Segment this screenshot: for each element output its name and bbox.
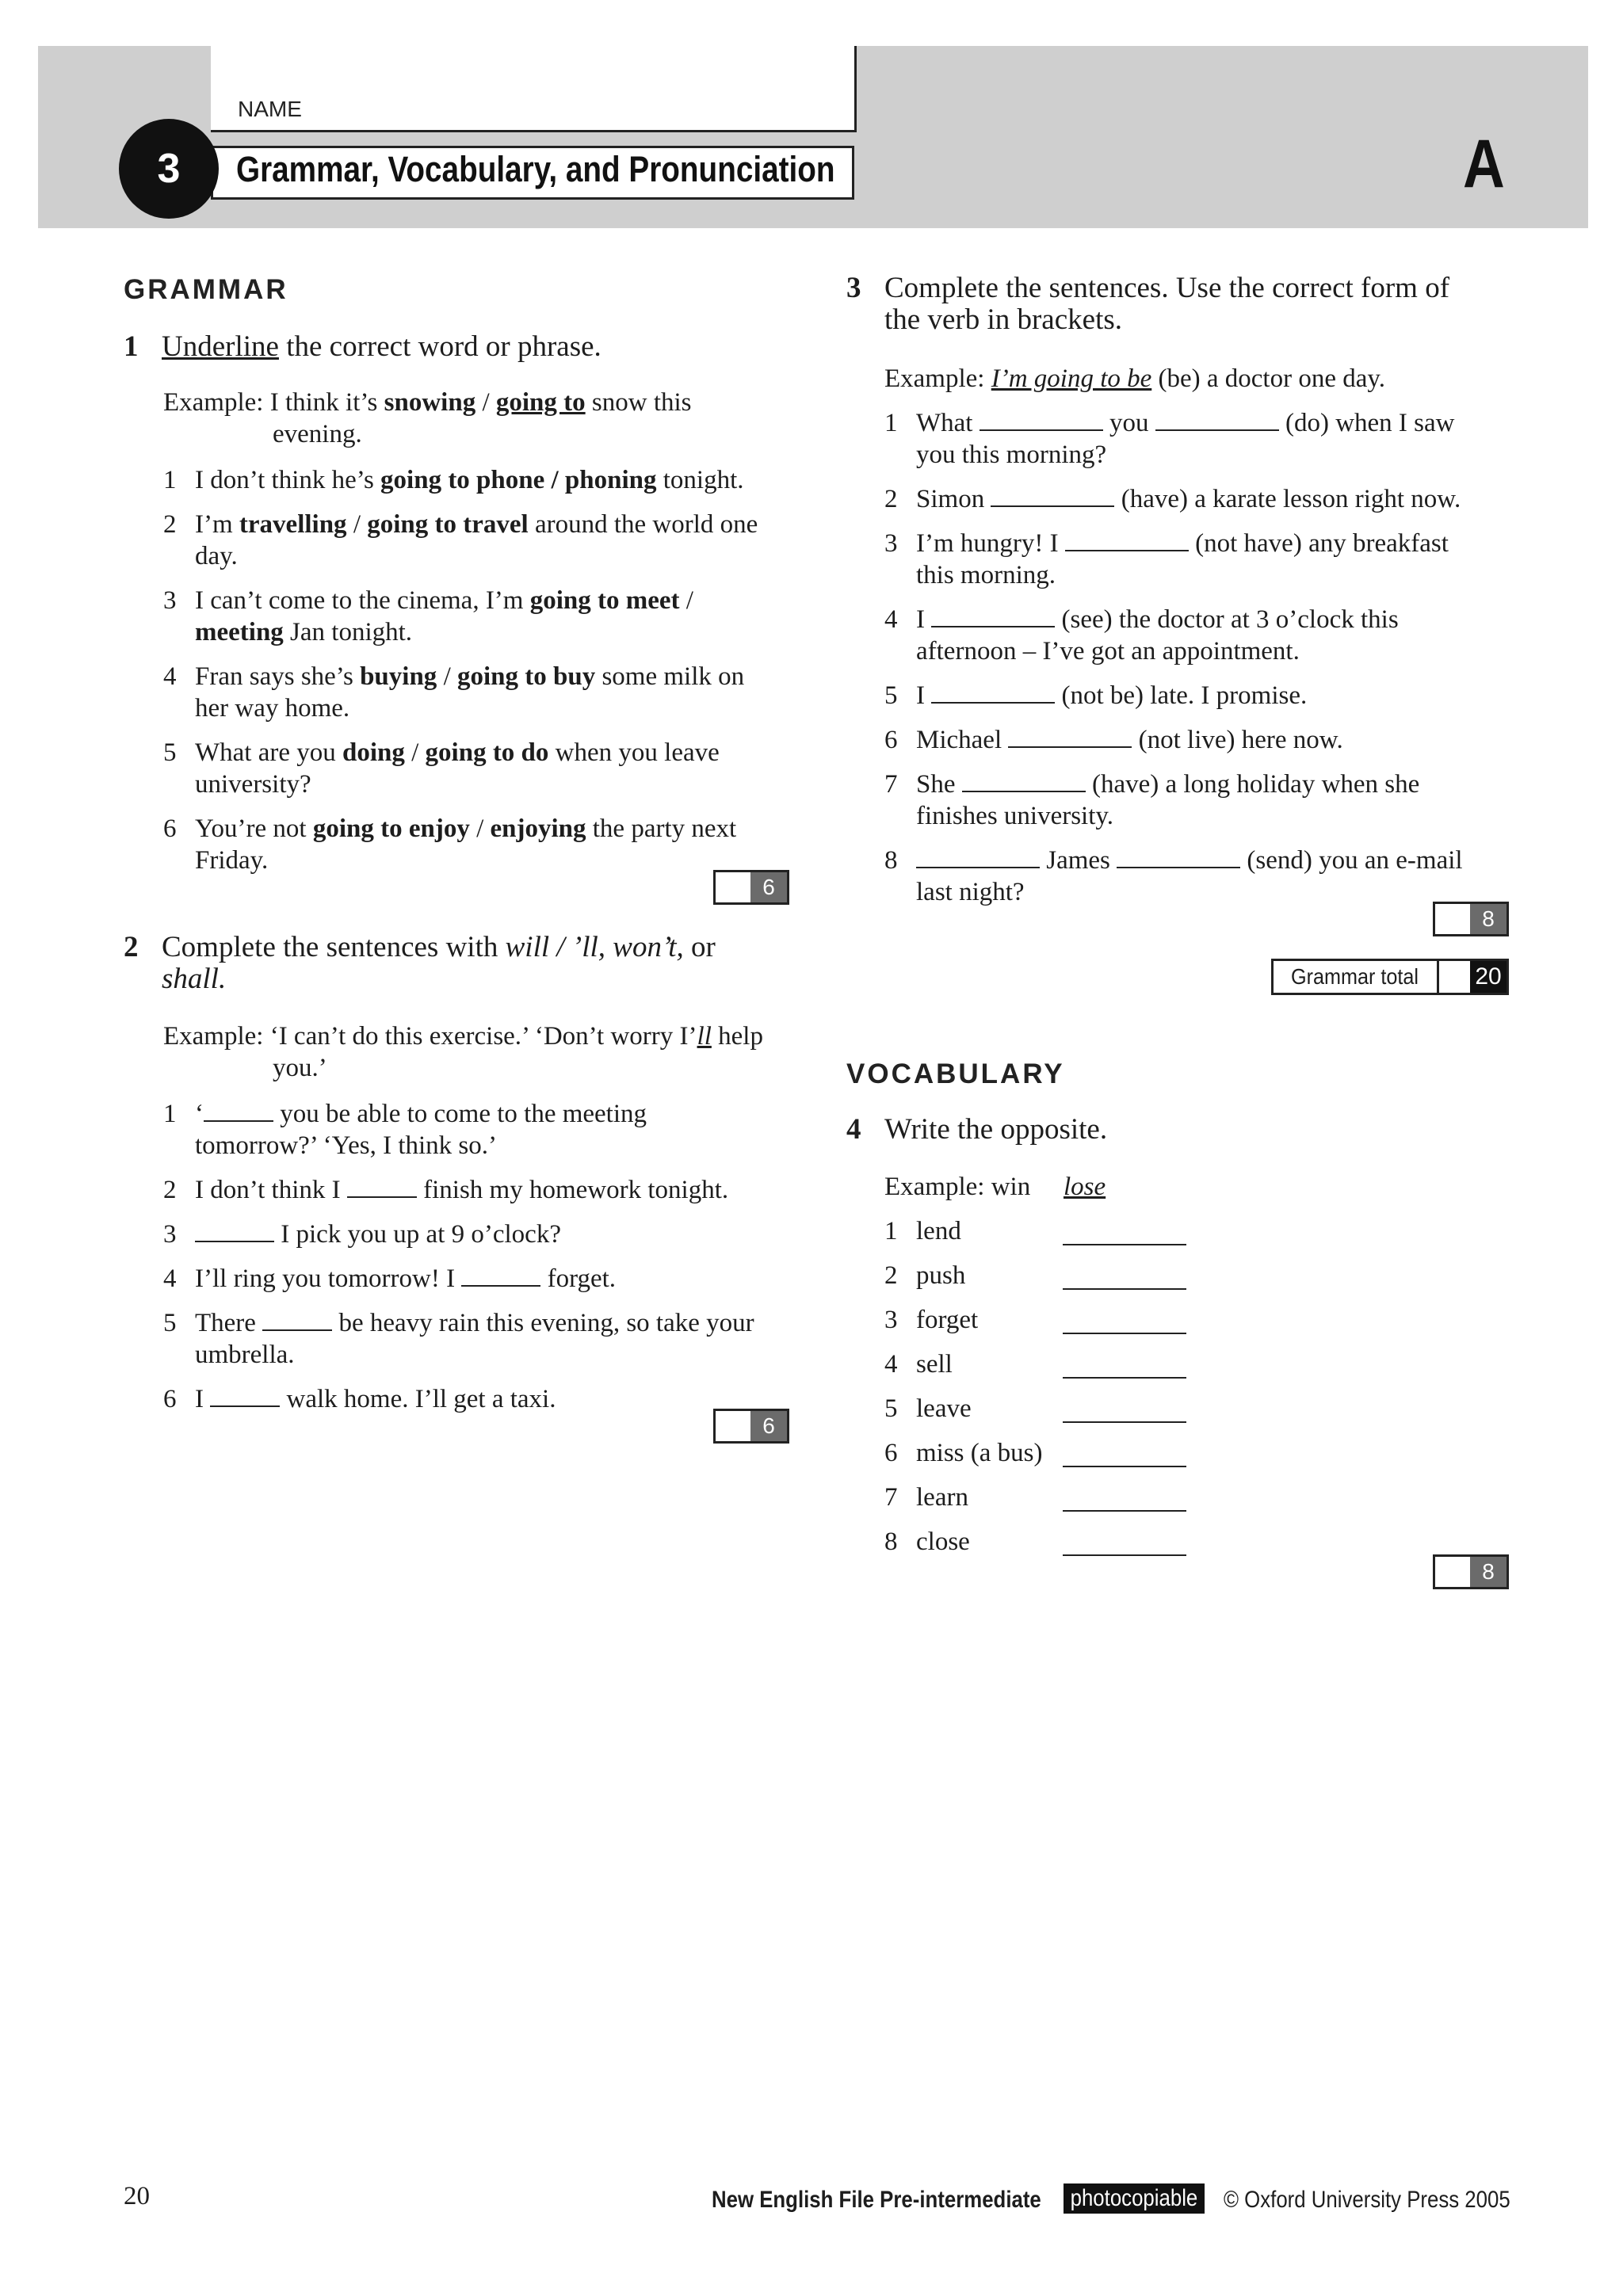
- item-number: 4: [884, 1350, 898, 1379]
- item-text: when you leave: [548, 738, 720, 767]
- grammar-total-box: [1271, 959, 1509, 995]
- answer-blank[interactable]: [204, 1098, 273, 1122]
- question-1-example: [163, 387, 692, 418]
- item-text: (not live) here now.: [1132, 726, 1343, 754]
- item-line: [916, 407, 1455, 439]
- item-text: (not be) late. I promise.: [1055, 681, 1308, 710]
- answer-blank[interactable]: [1063, 1244, 1186, 1245]
- item-line: [195, 616, 412, 648]
- item-line: [916, 559, 1056, 591]
- page-title: Grammar, Vocabulary, and Pronunciation: [236, 149, 835, 189]
- photocopiable-badge: photocopiable: [1064, 2183, 1205, 2214]
- answer-blank[interactable]: [1063, 1510, 1186, 1512]
- item-text: you be able to come to the meeting: [273, 1100, 647, 1128]
- item-line: [195, 845, 268, 876]
- answer-blank[interactable]: [1155, 407, 1279, 431]
- item-text: I’m hungry! I: [916, 529, 1065, 558]
- instruction-italic: shall.: [162, 963, 227, 995]
- divider: [1437, 961, 1439, 993]
- item-line: [916, 876, 1025, 908]
- item-number: 6: [884, 1439, 898, 1467]
- item-line: [916, 439, 1106, 471]
- vocabulary-word: forget: [916, 1306, 979, 1334]
- item-text: around the world one: [528, 510, 758, 539]
- item-text: /: [469, 814, 491, 843]
- option-text: going to do: [425, 738, 549, 767]
- item-text: James: [1040, 846, 1117, 875]
- item-number: 8: [884, 846, 898, 875]
- copyright: © Oxford University Press 2005: [1224, 2187, 1510, 2213]
- example-text: (be) a doctor one day.: [1151, 364, 1385, 393]
- name-label: NAME: [238, 97, 302, 121]
- instruction-text: Complete the sentences with: [162, 931, 506, 963]
- item-line: [916, 483, 1461, 515]
- item-text: afternoon – I’ve got an appointment.: [916, 637, 1300, 666]
- vocabulary-heading: VOCABULARY: [846, 1058, 1065, 1089]
- question-2-instruction: [162, 932, 716, 963]
- item-text: Fran says she’s: [195, 662, 361, 691]
- option-text: meeting: [195, 618, 284, 646]
- answer-blank[interactable]: [1065, 528, 1189, 551]
- example-text: Example: I think it’s: [163, 388, 384, 417]
- item-text: you: [1102, 409, 1155, 437]
- item-number: 3: [884, 529, 898, 558]
- item-line: [195, 1130, 497, 1161]
- grammar-total-score: 20: [1470, 961, 1507, 993]
- instruction-text: the correct word or phrase.: [278, 330, 601, 363]
- item-line: [195, 509, 758, 540]
- item-line: [916, 604, 1399, 635]
- question-4-example: [884, 1171, 1106, 1203]
- question-3-score-box: [1433, 902, 1509, 936]
- option-text: enjoying: [490, 814, 586, 843]
- score-value: 6: [750, 872, 787, 902]
- unit-number-badge: 3: [119, 119, 219, 219]
- item-text: You’re not: [195, 814, 313, 843]
- item-line: [195, 1219, 561, 1250]
- item-number: 5: [163, 1309, 177, 1337]
- example-separator: /: [475, 388, 496, 417]
- item-number: 1: [884, 409, 898, 437]
- grammar-heading: GRAMMAR: [124, 274, 288, 305]
- item-text: What: [916, 409, 980, 437]
- item-line: [195, 769, 311, 800]
- item-number: 4: [163, 662, 177, 691]
- item-number: 4: [163, 1264, 177, 1293]
- answer-blank[interactable]: [1063, 1288, 1186, 1290]
- item-line: [195, 813, 736, 845]
- item-number: 7: [884, 770, 898, 799]
- instruction-text: Write the opposite.: [884, 1113, 1108, 1146]
- answer-blank[interactable]: [931, 680, 1055, 704]
- question-2-example-line2: you.’: [273, 1054, 327, 1082]
- item-text: finishes university.: [916, 802, 1113, 830]
- item-text: Michael: [916, 726, 1009, 754]
- answer-blank[interactable]: [347, 1174, 417, 1198]
- question-1-example-line2: evening.: [273, 420, 362, 448]
- question-number: 1: [124, 330, 139, 363]
- item-line: [916, 680, 1307, 711]
- item-text: (see) the doctor at 3 o’clock this: [1055, 605, 1399, 634]
- item-line: [916, 528, 1449, 559]
- answer-blank[interactable]: [210, 1383, 280, 1407]
- example-answer: I’m going to be: [991, 364, 1152, 393]
- name-box: [211, 46, 857, 132]
- item-number: 6: [163, 1385, 177, 1413]
- option-text: doing: [342, 738, 405, 767]
- instruction-text: Complete the sentences. Use the correct form of: [884, 272, 1450, 304]
- item-number: 3: [163, 586, 177, 615]
- instruction-italic: will / ’ll, won’t,: [505, 931, 684, 963]
- item-text: university?: [195, 770, 311, 799]
- vocabulary-word: close: [916, 1527, 970, 1556]
- answer-blank[interactable]: [461, 1263, 540, 1287]
- example-text: help: [711, 1022, 763, 1051]
- answer-blank[interactable]: [1117, 845, 1240, 868]
- item-text: There: [195, 1309, 263, 1337]
- item-text: this morning.: [916, 561, 1056, 589]
- question-number: 4: [846, 1113, 861, 1146]
- item-number: 3: [163, 1220, 177, 1249]
- item-line: [195, 692, 349, 724]
- item-line: [195, 464, 744, 496]
- option-text: going to phone / phoning: [380, 466, 657, 494]
- item-text: finish my homework tonight.: [416, 1176, 729, 1204]
- page-number: 20: [124, 2182, 150, 2210]
- question-2-score-box: [713, 1409, 789, 1444]
- item-text: I: [916, 681, 932, 710]
- item-line: [195, 1383, 556, 1415]
- option-text: going to buy: [456, 662, 596, 691]
- answer-blank[interactable]: [1063, 1554, 1186, 1556]
- item-line: [916, 845, 1463, 876]
- item-number: 6: [884, 726, 898, 754]
- item-text: I pick you up at 9 o’clock?: [274, 1220, 561, 1249]
- grammar-total-label: Grammar total: [1291, 964, 1419, 989]
- question-number: 3: [846, 272, 861, 304]
- example-text: Example: ‘I can’t do this exercise.’ ‘Don’t worry I’: [163, 1022, 697, 1051]
- vocabulary-word: sell: [916, 1350, 953, 1379]
- option-text: buying: [360, 662, 437, 691]
- answer-blank[interactable]: [931, 604, 1055, 627]
- item-text: /: [404, 738, 426, 767]
- answer-blank[interactable]: [1063, 1333, 1186, 1334]
- answer-blank[interactable]: [991, 483, 1114, 507]
- item-text: Jan tonight.: [283, 618, 413, 646]
- instruction-text: or: [683, 931, 716, 963]
- item-line: [916, 769, 1419, 800]
- vocabulary-word: push: [916, 1261, 966, 1290]
- example-answer: ll: [697, 1022, 712, 1051]
- item-number: 1: [163, 466, 177, 494]
- answer-blank[interactable]: [262, 1307, 332, 1331]
- item-line: [195, 585, 693, 616]
- item-line: [195, 1098, 647, 1130]
- book-title: New English File Pre-intermediate: [712, 2187, 1041, 2213]
- item-text: forget.: [540, 1264, 617, 1293]
- vocabulary-word: learn: [916, 1483, 968, 1512]
- item-line: [916, 635, 1300, 667]
- item-text: day.: [195, 542, 238, 570]
- item-number: 1: [163, 1100, 177, 1128]
- version-letter: A: [1463, 126, 1505, 202]
- question-4-score-box: [1433, 1554, 1509, 1589]
- item-text: /: [346, 510, 368, 539]
- item-text: you this morning?: [916, 441, 1107, 469]
- item-text: She: [916, 770, 962, 799]
- item-number: 2: [884, 485, 898, 513]
- item-text: I can’t come to the cinema, I’m: [195, 586, 530, 615]
- item-number: 6: [163, 814, 177, 843]
- score-value: 8: [1470, 904, 1507, 934]
- option-text: going to enjoy: [312, 814, 470, 843]
- question-2-example: [163, 1020, 763, 1052]
- example-text: Example: win: [884, 1173, 1031, 1201]
- item-number: 2: [884, 1261, 898, 1290]
- item-text: her way home.: [195, 694, 350, 723]
- example-text: Example:: [884, 364, 991, 393]
- example-text: snow this: [585, 388, 692, 417]
- vocabulary-word: lend: [916, 1217, 961, 1245]
- question-1-score-box: [713, 870, 789, 905]
- item-text: (have) a karate lesson right now.: [1114, 485, 1461, 513]
- score-value: 8: [1470, 1557, 1507, 1587]
- item-number: 2: [163, 510, 177, 539]
- item-number: 1: [884, 1217, 898, 1245]
- vocabulary-word: miss (a bus): [916, 1439, 1043, 1467]
- item-text: (not have) any breakfast: [1188, 529, 1449, 558]
- item-number: 5: [884, 1394, 898, 1423]
- example-answer: lose: [1064, 1173, 1106, 1201]
- answer-blank[interactable]: [962, 769, 1086, 792]
- item-text: /: [437, 662, 457, 691]
- item-text: the party next: [586, 814, 737, 843]
- item-text: walk home. I’ll get a taxi.: [280, 1385, 556, 1413]
- item-text: I’ll ring you tomorrow! I: [195, 1264, 462, 1293]
- item-text: tonight.: [656, 466, 744, 494]
- option-text: going to travel: [367, 510, 529, 539]
- item-text: /: [679, 586, 693, 615]
- item-text: tomorrow?’ ‘Yes, I think so.’: [195, 1131, 497, 1160]
- item-line: [195, 737, 720, 769]
- answer-blank[interactable]: [1008, 724, 1132, 748]
- answer-blank[interactable]: [1063, 1377, 1186, 1379]
- item-text: I: [916, 605, 932, 634]
- example-answer: going to: [495, 388, 586, 417]
- item-line: [195, 1339, 295, 1371]
- item-number: 5: [163, 738, 177, 767]
- item-number: 2: [163, 1176, 177, 1204]
- item-text: (do) when I saw: [1278, 409, 1455, 437]
- instruction-text: the verb in brackets.: [884, 303, 1122, 336]
- item-text: I: [195, 1385, 211, 1413]
- item-text: be heavy rain this evening, so take your: [332, 1309, 754, 1337]
- item-line: [916, 724, 1343, 756]
- option-text: going to meet: [529, 586, 680, 615]
- item-text: umbrella.: [195, 1341, 295, 1369]
- item-text: some milk on: [595, 662, 745, 691]
- item-text: I don’t think he’s: [195, 466, 381, 494]
- answer-blank[interactable]: [1063, 1421, 1186, 1423]
- answer-blank[interactable]: [1063, 1466, 1186, 1467]
- answer-blank[interactable]: [195, 1219, 274, 1242]
- item-number: 8: [884, 1527, 898, 1556]
- item-text: last night?: [916, 878, 1025, 906]
- item-text: What are you: [195, 738, 342, 767]
- item-number: 5: [884, 681, 898, 710]
- item-line: [195, 1174, 728, 1206]
- score-value: 6: [750, 1411, 787, 1441]
- example-option: snowing: [384, 388, 476, 417]
- item-text: ‘: [195, 1100, 204, 1128]
- question-1-instruction: [162, 331, 601, 363]
- item-number: 7: [884, 1483, 898, 1512]
- item-number: 3: [884, 1306, 898, 1334]
- underline-word: Underline: [162, 330, 279, 363]
- item-text: Simon: [916, 485, 991, 513]
- item-text: (have) a long holiday when she: [1085, 770, 1420, 799]
- item-line: [195, 1263, 616, 1295]
- item-line: [195, 540, 238, 572]
- question-3-example: [884, 363, 1385, 395]
- item-text: Friday.: [195, 846, 269, 875]
- item-number: 4: [884, 605, 898, 634]
- item-text: I don’t think I: [195, 1176, 347, 1204]
- item-line: [195, 1307, 754, 1339]
- question-number: 2: [124, 931, 139, 963]
- item-line: [195, 661, 744, 692]
- answer-blank[interactable]: [916, 845, 1040, 868]
- item-text: (send) you an e-mail: [1240, 846, 1463, 875]
- item-line: [916, 800, 1113, 832]
- item-text: I’m: [195, 510, 239, 539]
- option-text: travelling: [239, 510, 347, 539]
- vocabulary-word: leave: [916, 1394, 972, 1423]
- answer-blank[interactable]: [980, 407, 1103, 431]
